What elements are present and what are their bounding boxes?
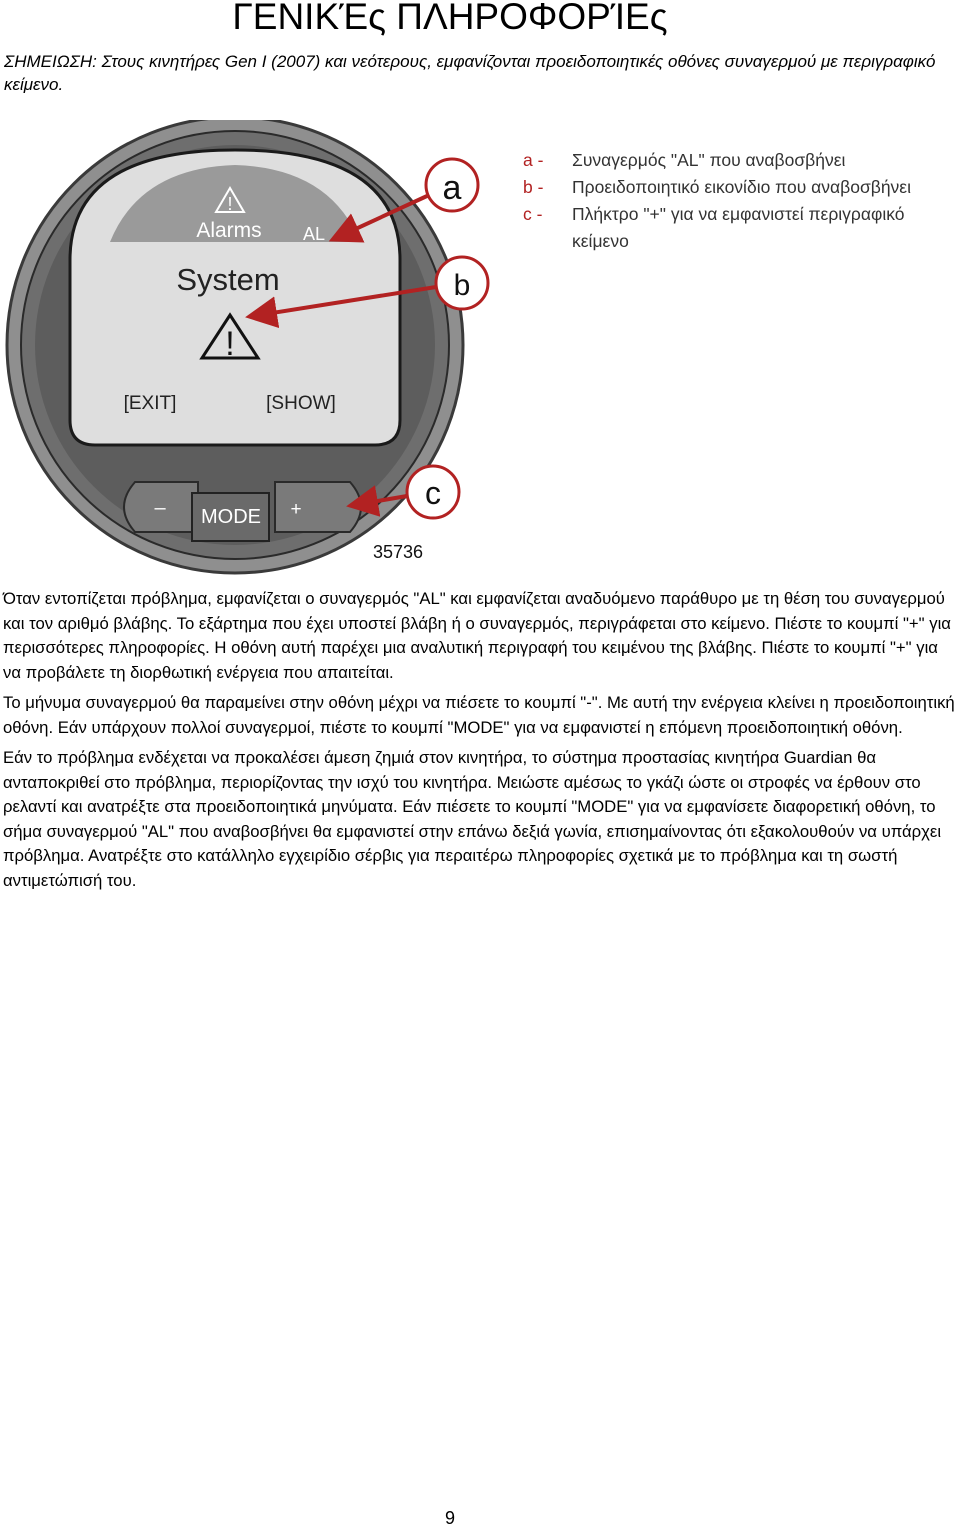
callout-b: b (453, 269, 471, 302)
callout-c: c (425, 475, 441, 511)
figure-number: 35736 (372, 542, 424, 562)
alarms-label: Alarms (196, 219, 262, 242)
body-text (3, 587, 958, 899)
plus-label: + (290, 499, 302, 520)
legend-key: a - (523, 150, 544, 170)
callout-a: a (442, 169, 462, 207)
note-label: ΣΗΜΕΙΩΣΗ: (4, 52, 97, 71)
alarms-warning-glyph: ! (227, 194, 233, 214)
paragraph: Το μήνυμα συναγερμού θα παραμείνει στην οθόνη μέχρι να πιέσετε το κουμπί "-". Με αυτή την ενέργεια κλείνει η προειδοποιητική οθόνη. Εάν υπάρχουν πολλοί συναγερμοί, πιέστε το κουμπί "MODE" για να εμφανιστεί η επόμενη προειδοποιητική οθόνη. (3, 693, 955, 737)
minus-label: – (154, 497, 166, 519)
note-text: Στους κινητήρες Gen I (2007) και νεότερους, εμφανίζονται προειδοποιητικές οθόνες συναγερμού με περιγραφικό κείμενο. (4, 52, 936, 94)
legend-text: Πλήκτρο "+" για να εμφανιστεί περιγραφικό κείμενο (572, 204, 905, 251)
legend-key: c - (523, 204, 543, 224)
plus-button[interactable] (275, 482, 361, 532)
show-label: [SHOW] (266, 393, 336, 414)
legend-item-a (520, 147, 960, 174)
mode-label: MODE (201, 506, 261, 528)
paragraph: Εάν το πρόβλημα ενδέχεται να προκαλέσει άμεση ζημιά στον κινητήρα, το σύστημα προστασίας κινητήρα Guardian θα ανταποκριθεί στο πρόβλημα, περιορίζοντας την ισχύ του κινητήρα. Μειώστε αμέσως το γκάζι ώστε οι στροφές να έρθουν στο ρελαντί και ανατρέξτε στα προειδοποιητικά μηνύματα. Εάν πιέσετε το κουμπί "MODE" για να εμφανίσετε διαφορετική οθόνη, το σήμα συναγερμού "AL" που αναβοσβήνει θα εμφανιστεί στην επάνω δεξιά γωνία, επισημαίνοντας ότι εξακολουθούν να υπάρχει πρόβλημα. Ανατρέξτε στο κατάλληλο εγχειρίδιο σέρβις για περαιτέρω πληροφορίες σχετικά με το πρόβλημα και τη σωστή αντιμετώπισή του. (3, 748, 942, 890)
legend-item-c (520, 201, 960, 255)
al-indicator: AL (302, 224, 326, 244)
legend-text: Συναγερμός "AL" που αναβοσβήνει (572, 150, 846, 170)
system-label: System (176, 262, 280, 297)
figure-legend (520, 147, 960, 255)
legend-key: b - (523, 177, 544, 197)
legend-item-b (520, 174, 960, 201)
page-number: 9 (444, 1508, 455, 1528)
note (4, 50, 954, 96)
warning-glyph: ! (225, 325, 235, 363)
exit-label: [EXIT] (123, 393, 177, 414)
legend-text: Προειδοποιητικό εικονίδιο που αναβοσβήνει (572, 177, 911, 197)
page-title: ΓΕΝΙΚΈς ΠΛΗΡΟΦΟΡΊΕς (232, 0, 668, 37)
paragraph: Όταν εντοπίζεται πρόβλημα, εμφανίζεται ο συναγερμός "AL" και εμφανίζεται αναδυόμενο παράθυρο με τη θέση του συναγερμού και τον αριθμό βλάβης. Το εξάρτημα που έχει υποστεί βλάβη ή ο συναγερμός, περιγράφεται στο κείμενο. Πιέστε το κουμπί "+" για περισσότερες πληροφορίες. Η οθόνη αυτή παρέχει μια αναλυτική περιγραφή του κειμένου της βλάβης. Πιέστε το κουμπί "+" για να προβάλετε τη διορθωτική ενέργεια που απαιτείται. (3, 589, 951, 682)
